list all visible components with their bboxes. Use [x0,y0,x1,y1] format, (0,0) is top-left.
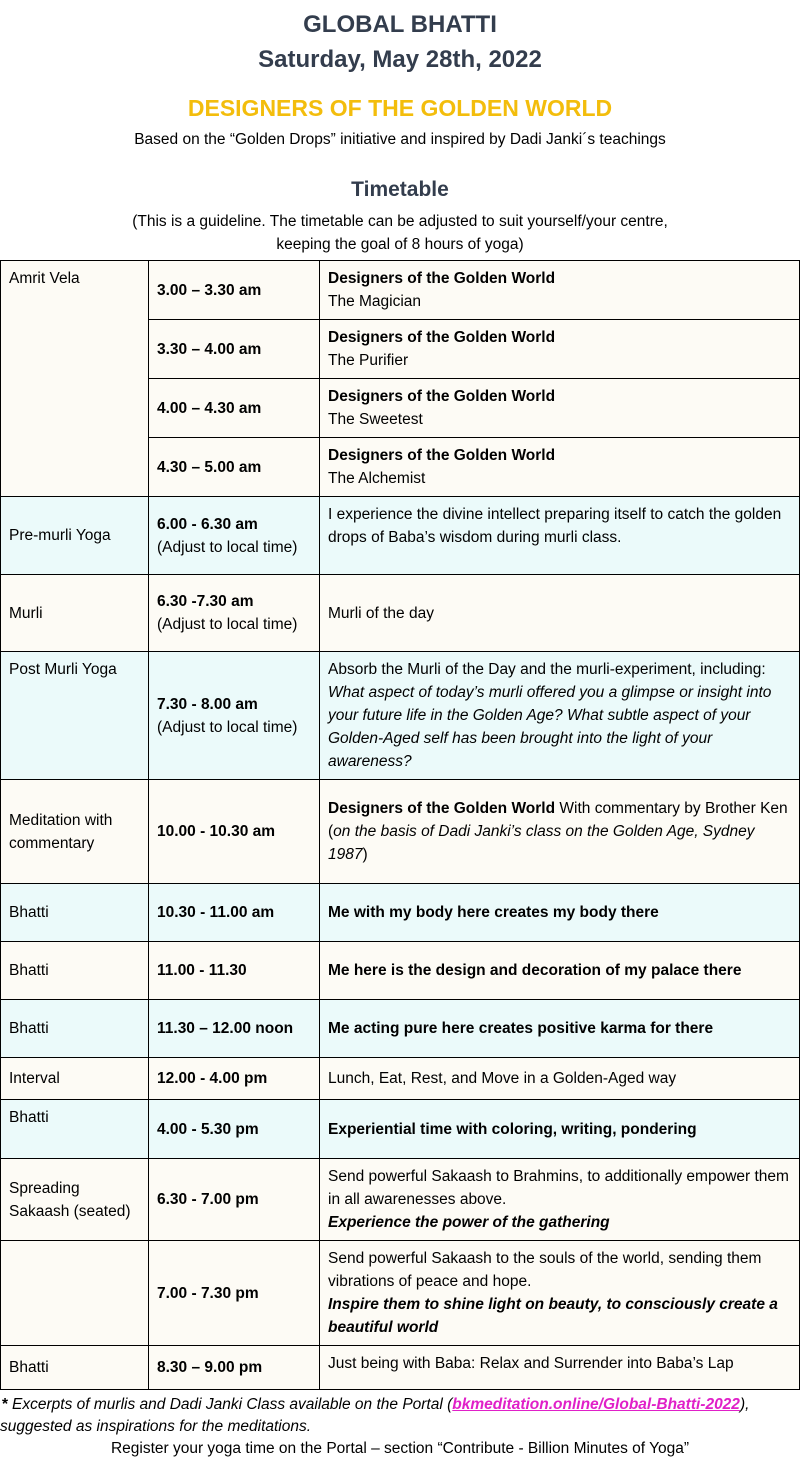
desc-italic: on the basis of Dadi Janki’s class on the Golden Age, Sydney 1987 [328,823,755,863]
portal-link[interactable]: bkmeditation.online/Global-Bhatti-2022 [452,1396,740,1413]
table-row [1,575,800,652]
guideline-line-2: keeping the goal of 8 hours of yoga) [276,236,524,253]
asterisk: * [2,1396,9,1413]
footnote-after: ), suggested as inspirations for the meditations. [0,1396,750,1435]
footnote-before: Excerpts of murlis and Dadi Janki Class available on the Portal ( [12,1396,453,1413]
table-row [1,1346,800,1390]
session-description [320,780,800,884]
session-label: Interval [1,1058,149,1100]
session-time: 7.00 - 7.30 pm [149,1241,320,1346]
session-description [320,1159,800,1241]
table-row [1,1241,800,1346]
adjust-note: (Adjust to local time) [157,616,298,633]
session-time: 11.00 - 11.30 [149,942,320,1000]
session-time [149,497,320,575]
session-time: 10.30 - 11.00 am [149,884,320,942]
session-label: Bhatti [1,884,149,942]
adjust-note: (Adjust to local time) [157,538,298,556]
session-description [320,320,800,379]
session-label-empty [1,1241,149,1346]
desc-plain: Absorb the Murli of the Day and the murli-experiment, including: [328,661,766,678]
desc-bold: Designers of the Golden World [328,800,556,817]
session-label: Post Murli Yoga [1,652,149,780]
time-value: 7.30 - 8.00 am [157,695,258,713]
session-label: Spreading Sakaash (seated) [1,1159,149,1241]
table-row [1,1159,800,1241]
desc-italic: What aspect of today’s murli offered you a glimpse or insight into your future life in the Golden Age? What subtle aspect of your Golden-Aged self has been brought into the light of your awareness? [328,684,772,770]
table-row [1,497,800,575]
register-note: Register your yoga time on the Portal – section “Contribute - Billion Minutes of Yoga” [110,1440,690,1457]
session-label: Meditation with commentary [1,780,149,884]
table-row [1,652,800,780]
event-date: Saturday, May 28th, 2022 [258,46,542,73]
footnote [0,1394,800,1438]
session-label: Bhatti [1,1000,149,1058]
slot-subtitle: The Alchemist [328,470,426,487]
slot-subtitle: The Magician [328,293,422,310]
session-description [320,652,800,780]
session-description [320,1241,800,1346]
session-description: Murli of the day [320,575,800,652]
desc-emphasis: Inspire them to shine light on beauty, to consciously create a beautiful world [328,1296,778,1336]
session-label: Pre-murli Yoga [1,497,149,575]
slot-subtitle: The Sweetest [328,411,423,428]
footer [0,1394,800,1460]
table-row [1,780,800,884]
table-row [1,1100,800,1159]
session-time: 8.30 – 9.00 pm [149,1346,320,1390]
session-label: Amrit Vela [1,261,149,497]
session-time: 4.00 - 5.30 pm [149,1100,320,1159]
session-description [320,438,800,497]
session-time [149,575,320,652]
adjust-note: (Adjust to local time) [157,718,298,736]
event-subtitle: Based on the “Golden Drops” initiative and inspired by Dadi Janki´s teachings [134,131,666,148]
session-time: 10.00 - 10.30 am [149,780,320,884]
time-value: 6.30 -7.30 am [157,593,254,610]
session-time: 4.00 – 4.30 am [149,379,320,438]
session-time: 3.30 – 4.00 am [149,320,320,379]
session-description: Lunch, Eat, Rest, and Move in a Golden-Aged way [320,1058,800,1100]
session-label: Bhatti [1,1346,149,1390]
guideline-note [0,210,800,256]
session-label: Bhatti [1,942,149,1000]
session-description: Experiential time with coloring, writing, pondering [320,1100,800,1159]
guideline-line-1: (This is a guideline. The timetable can be adjusted to suit yourself/your centre, [132,213,668,230]
slot-title: Designers of the Golden World [328,329,556,346]
desc-plain: With commentary by Brother Ken [555,800,788,817]
slot-subtitle: The Purifier [328,352,409,369]
session-description [320,379,800,438]
table-row [1,942,800,1000]
session-time: 4.30 – 5.00 am [149,438,320,497]
time-value: 6.00 - 6.30 am [157,515,258,533]
session-time: 3.00 – 3.30 am [149,261,320,320]
session-time [149,652,320,780]
page-header [0,10,800,256]
desc-emphasis: Experience the power of the gathering [328,1214,610,1231]
slot-title: Designers of the Golden World [328,270,556,287]
session-description: I experience the divine intellect preparing itself to catch the golden drops of Baba’s wisdom during murli class. [320,497,800,575]
table-row [1,1000,800,1058]
event-theme: DESIGNERS OF THE GOLDEN WORLD [187,95,613,121]
session-description: Me acting pure here creates positive karma for there [320,1000,800,1058]
slot-title: Designers of the Golden World [328,388,556,405]
session-time: 12.00 - 4.00 pm [149,1058,320,1100]
slot-title: Designers of the Golden World [328,447,556,464]
table-row [1,1058,800,1100]
desc-plain: Send powerful Sakaash to Brahmins, to additionally empower them in all awarenesses above. [328,1168,789,1208]
table-row [1,261,800,320]
paren-close: ) [362,846,368,863]
table-row [1,884,800,942]
session-description: Me with my body here creates my body there [320,884,800,942]
session-time: 11.30 – 12.00 noon [149,1000,320,1058]
event-title: GLOBAL BHATTI [303,11,497,38]
paren-open: ( [328,823,334,840]
timetable [0,260,800,1390]
session-description [320,261,800,320]
desc-plain: Send powerful Sakaash to the souls of the world, sending them vibrations of peace and hope. [328,1250,762,1290]
timetable-heading: Timetable [351,178,449,201]
session-description: Me here is the design and decoration of my palace there [320,942,800,1000]
session-label: Murli [1,575,149,652]
session-description: Just being with Baba: Relax and Surrender into Baba’s Lap [320,1346,800,1390]
session-label: Bhatti [1,1100,149,1159]
session-time: 6.30 - 7.00 pm [149,1159,320,1241]
